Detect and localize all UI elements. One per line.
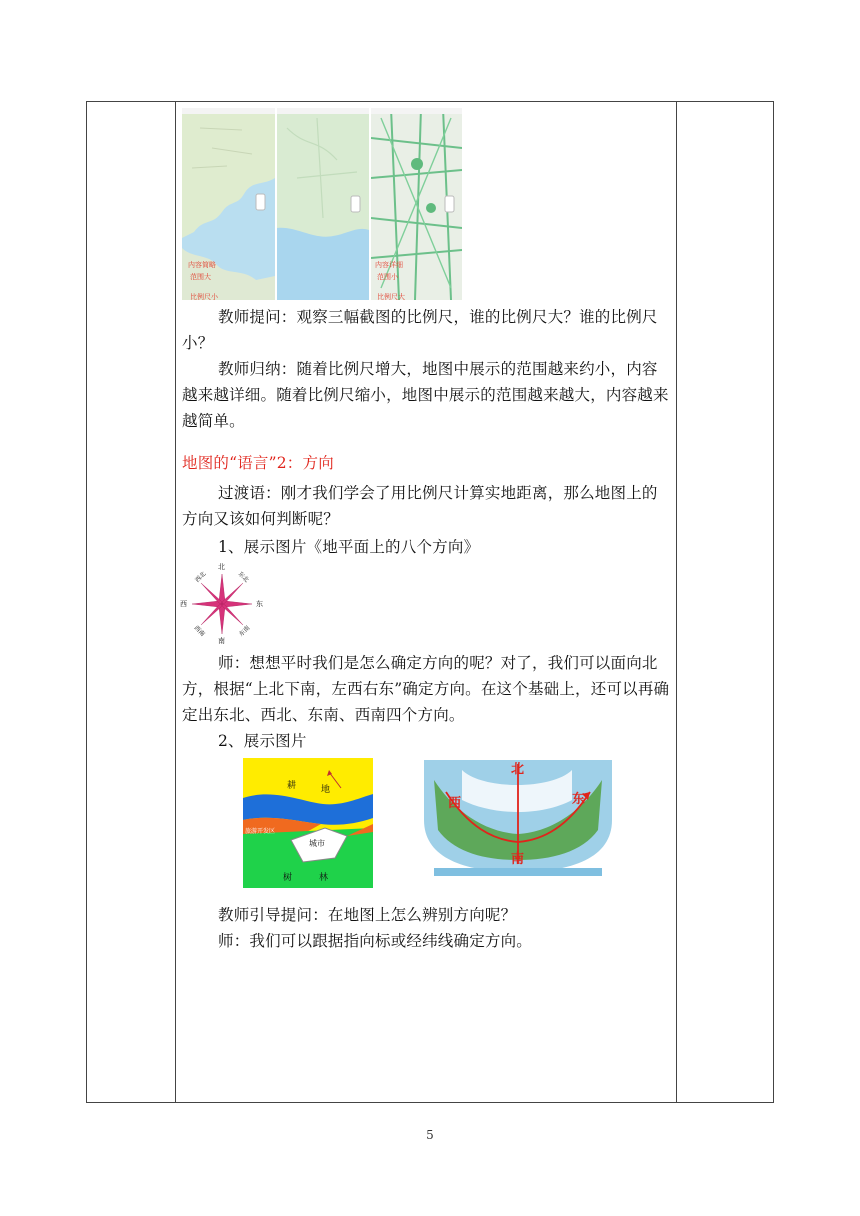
polar-north: 北 <box>511 762 525 777</box>
direction-images <box>182 758 670 894</box>
compass-east: 东 <box>256 600 263 608</box>
map-screenshot-large-scale <box>371 108 462 300</box>
forest-label: 林 <box>319 873 329 883</box>
map-label: 范围小 <box>377 273 398 281</box>
teacher-explanation: 师：想想平时我们是怎么确定方向的呢？对了，我们可以面向北方，根据“上北下南，左西右东”确定方向。在这个基础上，还可以再确定出东北、西北、东南、西南四个方向。 <box>182 654 670 724</box>
compass-west: 西 <box>180 600 187 608</box>
transition-text: 过渡语：刚才我们学会了用比例尺计算实地距离，那么地图上的方向又该如何判断呢？ <box>182 484 658 528</box>
step-one: 1、展示图片《地平面上的八个方向》 <box>218 538 480 556</box>
farmland-label: 耕 <box>287 781 297 791</box>
farmland-label: 地 <box>321 785 331 795</box>
map-label: 范围大 <box>190 273 211 281</box>
forest-label: 树 <box>283 873 293 883</box>
scale-map-screenshots <box>182 104 462 300</box>
map-screenshot-medium-scale <box>277 108 369 300</box>
compass-north: 北 <box>218 563 225 571</box>
page-number: 5 <box>426 1128 434 1142</box>
table-column-divider <box>175 101 176 1103</box>
lesson-content <box>182 104 670 954</box>
compass-southeast: 东南 <box>237 624 252 638</box>
polar-west: 西 <box>448 796 462 811</box>
map-label: 内容简略 <box>188 261 216 269</box>
city-label: 城市 <box>309 839 325 848</box>
teacher-summary: 教师归纳：随着比例尺增大，地图中展示的范围越来约小，内容越来越详细。随着比例尺缩小，地图中展示的范围越来越大，内容越来越简单。 <box>182 360 669 430</box>
dev-zone-label: 旅游开发区 <box>245 828 276 835</box>
polar-projection-map <box>422 760 614 886</box>
guided-question: 教师引导提问：在地图上怎么辨别方向呢？ <box>218 906 517 924</box>
map-label: 比例尺大 <box>377 293 405 300</box>
step-two: 2、展示图片 <box>218 732 307 750</box>
map-screenshot-small-scale <box>182 108 275 300</box>
compass-northwest: 西北 <box>193 570 208 584</box>
table-column-divider <box>676 101 677 1103</box>
compass-southwest: 西南 <box>192 624 207 638</box>
teacher-answer: 师：我们可以跟据指向标或经纬线确定方向。 <box>218 932 533 950</box>
map-label: 比例尺小 <box>190 293 218 300</box>
map-label: 内容详细 <box>375 261 403 269</box>
polar-south: 南 <box>511 852 525 867</box>
eight-direction-compass <box>182 564 262 644</box>
teacher-question: 教师提问：观察三幅截图的比例尺，谁的比例尺大？谁的比例尺小？ <box>182 308 658 352</box>
section-heading: 地图的“语言”2：方向 <box>182 454 334 472</box>
compass-northeast: 东北 <box>236 570 251 584</box>
polar-east: 东 <box>572 792 586 807</box>
land-use-map <box>243 758 373 888</box>
compass-south: 南 <box>218 637 225 645</box>
